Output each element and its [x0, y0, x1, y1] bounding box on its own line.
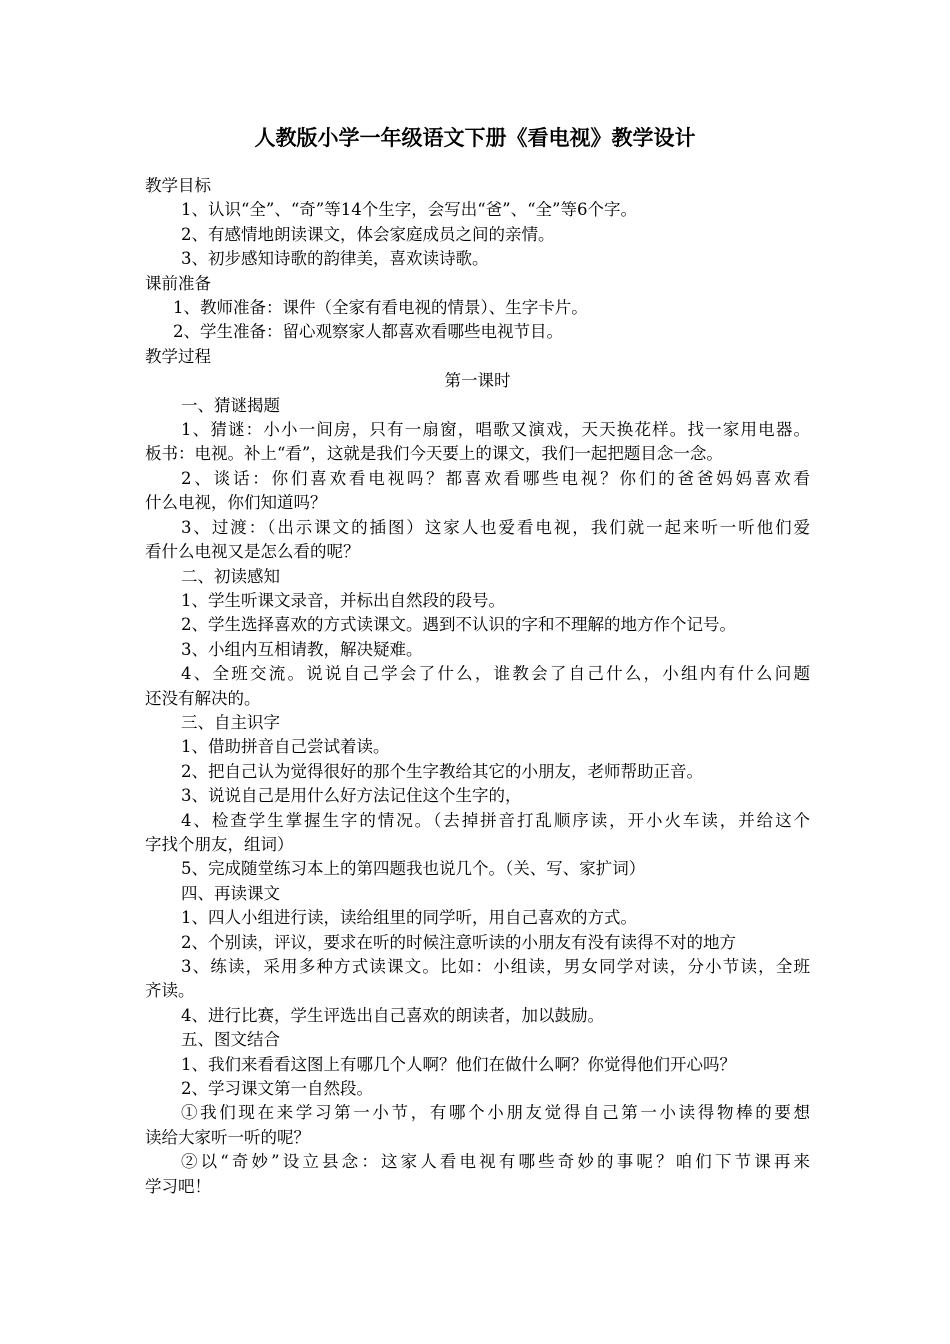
text-line: 3、练读，采用多种方式读课文。比如：小组读，男女同学对读，分小节读，全班	[181, 957, 810, 976]
text-line: 1、猜谜：小小一间房，只有一扇窗，唱歌又演戏，天天换花样。找一家用电器。	[181, 420, 810, 440]
text-line: 教学过程	[145, 346, 211, 366]
text-line: 2、学生准备：留心观察家人都喜欢看哪些电视节目。	[173, 322, 563, 342]
text-line: 学习吧！	[145, 1176, 211, 1196]
document-title: 人教版小学一年级语文下册《看电视》教学设计	[254, 125, 696, 150]
text-line: 第一课时	[444, 371, 511, 391]
text-line: 2、有感情地朗读课文，体会家庭成员之间的亲情。	[181, 224, 555, 244]
text-line: ①我们现在来学习第一小节，有哪个小朋友觉得自己第一小读得物棒的要想	[181, 1103, 810, 1123]
text-line: 2、个别读，评议，要求在听的时候注意听读的小朋友有没有读得不对的地方	[181, 932, 736, 952]
text-line: 1、四人小组进行读，读给组里的同学听，用自己喜欢的方式。	[181, 908, 637, 928]
text-line: 看什么电视又是怎么看的呢？	[145, 542, 360, 562]
text-line: 3、说说自己是用什么好方法记住这个生字的，	[181, 786, 522, 806]
document-body	[145, 174, 810, 1199]
text-line: 字找个朋友，组词）	[145, 834, 294, 854]
text-line: 二、初读感知	[181, 566, 280, 586]
text-line: 还没有解决的。	[145, 688, 261, 708]
text-line: 三、自主识字	[181, 712, 280, 732]
text-line: 什么电视，你们知道吗？	[145, 493, 327, 513]
text-line: 3、过渡：（出示课文的插图）这家人也爱看电视，我们就一起来听一听他们爱	[181, 517, 810, 537]
text-line: 4、全班交流。说说自己学会了什么，谁教会了自己什么，小组内有什么问题	[181, 664, 810, 684]
text-line: 课前准备	[145, 273, 211, 293]
text-line: 一、猜谜揭题	[181, 395, 280, 415]
text-line: 2、谈话：你们喜欢看电视吗？都喜欢看哪些电视？你们的爸爸妈妈喜欢看	[181, 468, 810, 488]
text-line: 1、认识“全”、“奇”等14个生字，会写出“爸”、“全”等6个字。	[181, 200, 637, 220]
text-line: 3、小组内互相请教，解决疑难。	[181, 639, 423, 659]
text-line: 1、借助拼音自己尝试着读。	[181, 737, 390, 757]
text-line: 1、学生听课文录音，并标出自然段的段号。	[181, 590, 505, 610]
text-line: 2、学习课文第一自然段。	[181, 1079, 373, 1099]
text-line: 1、我们来看看这图上有哪几个人啊？他们在做什么啊？你觉得他们开心吗？	[181, 1054, 736, 1074]
text-line: 教学目标	[145, 176, 211, 195]
text-line: ②以“奇妙”设立县念：这家人看电视有哪些奇妙的事呢？咱们下节课再来	[181, 1152, 810, 1172]
text-line: 4、进行比赛，学生评选出自己喜欢的朗读者，加以鼓励。	[181, 1005, 604, 1025]
text-line: 读给大家听一听的呢？	[145, 1127, 310, 1147]
text-line: 3、初步感知诗歌的韵律美，喜欢读诗歌。	[181, 249, 489, 269]
text-line: 2、把自己认为觉得很好的那个生字教给其它的小朋友，老师帮助正音。	[181, 761, 703, 781]
text-line: 4、检查学生掌握生字的情况。（去掉拼音打乱顺序读，开小火车读，并给这个	[181, 810, 810, 830]
text-line: 5、完成随堂练习本上的第四题我也说几个。（关、写、家扩词）	[181, 859, 646, 879]
text-line: 2、学生选择喜欢的方式读课文。遇到不认识的字和不理解的地方作个记号。	[181, 615, 736, 635]
text-line: 1、教师准备：课件（全家有看电视的情景）、生字卡片。	[173, 298, 588, 318]
text-line: 四、再读课文	[181, 883, 280, 903]
text-line: 齐读。	[145, 981, 195, 1001]
text-line: 五、图文结合	[181, 1030, 280, 1050]
text-line: 板书：电视。补上“看”，这就是我们今天要上的课文，我们一起把题目念一念。	[145, 444, 723, 464]
